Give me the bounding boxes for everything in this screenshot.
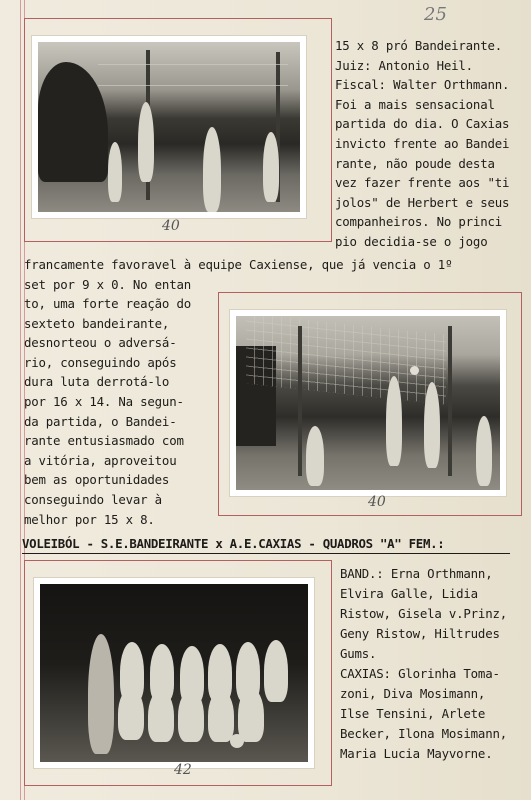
text-line: sexteto bandeirante,: [24, 315, 170, 331]
text-line: Maria Lucia Mayvorne.: [340, 746, 493, 761]
heading-underline: [22, 553, 510, 554]
photo-volleyball-match-2: [230, 310, 506, 496]
text-line: Elvira Galle, Lidia: [340, 586, 478, 601]
text-line: CAXIAS: Glorinha Toma-: [340, 666, 500, 681]
photo-number-2: 40: [368, 494, 386, 510]
text-block-4-roster: [340, 564, 507, 764]
text-line: a vitória, aproveitou: [24, 452, 177, 468]
text-line: to, uma forte reação do: [24, 296, 191, 311]
text-line: Becker, Ilona Mosimann,: [340, 726, 507, 741]
text-line: pio decidia-se o jogo: [335, 233, 488, 249]
text-line: jolos" de Herbert e seus: [335, 194, 510, 210]
photo-number-1: 40: [162, 218, 180, 234]
text-line: da partida, o Bandei-: [24, 413, 177, 429]
text-line: rante, não poude desta: [335, 155, 495, 171]
text-line: BAND.: Erna Orthmann,: [340, 566, 493, 581]
text-line: partida do dia. O Caxias: [335, 116, 510, 132]
text-line: Gums.: [340, 646, 377, 661]
text-line: francamente favoravel à equipe Caxiense, que já vencia o 1º: [24, 257, 453, 272]
text-line: dura luta derrotá-lo: [24, 374, 170, 390]
text-line: Geny Ristow, Hiltrudes: [340, 626, 500, 641]
text-line: rante entusiasmado com: [24, 433, 184, 449]
text-block-3: [24, 294, 191, 529]
page-number: 25: [424, 4, 447, 25]
margin-line-left: [20, 0, 21, 800]
text-line: rio, conseguindo após: [24, 354, 177, 370]
text-line: conseguindo levar à: [24, 491, 162, 507]
text-line: zoni, Diva Mosimann,: [340, 686, 486, 701]
photo-team-group: [34, 578, 314, 768]
text-line: bem as oportunidades: [24, 472, 170, 488]
text-line: desnorteou o adversá-: [24, 335, 177, 351]
text-line: set por 9 x 0. No entan: [24, 276, 191, 292]
text-line: companheiros. No princi: [335, 214, 502, 230]
text-line: Fiscal: Walter Orthmann.: [335, 77, 510, 93]
text-block-2: [24, 255, 452, 294]
text-line: 15 x 8 pró Bandeirante.: [335, 38, 502, 53]
text-line: Foi a mais sensacional: [335, 96, 495, 112]
text-line: Ristow, Gisela v.Prinz,: [340, 606, 507, 621]
section-heading: VOLEIBÓL - S.E.BANDEIRANTE x A.E.CAXIAS - QUADROS "A" FEM.:: [22, 536, 445, 551]
text-line: por 16 x 14. Na segun-: [24, 393, 184, 409]
text-line: Ilse Tensini, Arlete: [340, 706, 486, 721]
text-block-1: [335, 36, 509, 252]
text-line: Juiz: Antonio Heil.: [335, 57, 473, 73]
text-line: vez fazer frente aos "ti: [335, 175, 510, 191]
photo-number-3: 42: [174, 762, 192, 778]
photo-volleyball-match-1: [32, 36, 306, 218]
text-line: invicto frente ao Bandei: [335, 135, 510, 151]
text-line: melhor por 15 x 8.: [24, 511, 155, 527]
